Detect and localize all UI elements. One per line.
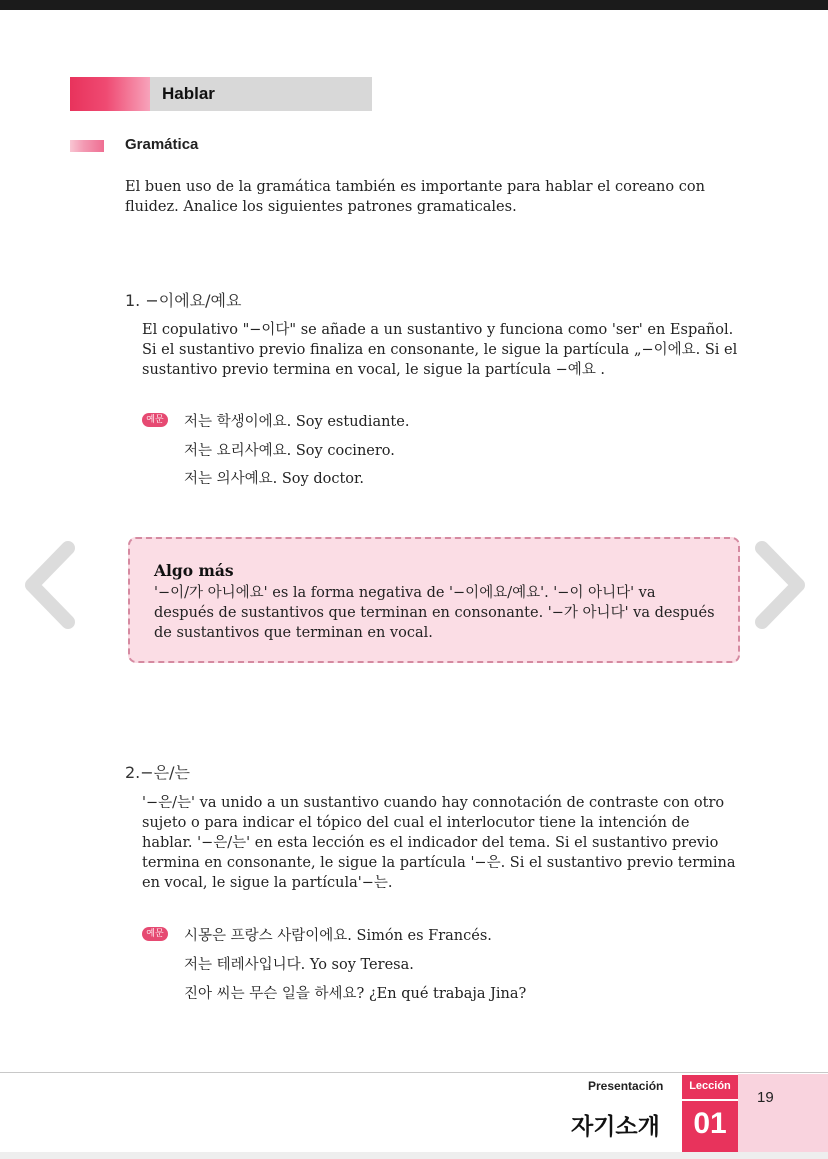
bottom-strip xyxy=(0,1152,828,1159)
chevron-right-icon[interactable] xyxy=(752,540,812,630)
grammar-2-title: 2.−은/는 xyxy=(125,763,190,782)
footer-divider xyxy=(0,1072,828,1073)
example-line: 저는 학생이에요. Soy estudiante. xyxy=(184,414,410,430)
algo-mas-title: Algo más xyxy=(154,561,234,580)
example-line: 진아 씨는 무슨 일을 하세요? ¿En qué trabaja Jina? xyxy=(184,986,527,1002)
section-header-accent xyxy=(70,77,150,111)
chevron-left-icon[interactable] xyxy=(18,540,78,630)
page-tab xyxy=(738,1074,828,1154)
subsection-title: Gramática xyxy=(125,136,199,153)
grammar-2-body: '−은/는' va unido a un sustantivo cuando hay connotación de contraste con otro sujeto o para indicar el tópico del cual el interlocutor tiene la intención de hablar. '−은/는' en esta lección es el indicador del tema. Si el sustantivo previo termina en consonante, le sigue la partícula '−은. Si el sustantivo previo termina en vocal, le sigue la partícula'−는. xyxy=(142,795,736,891)
top-bar xyxy=(0,0,828,10)
example-line: 저는 요리사예요. Soy cocinero. xyxy=(184,443,395,459)
algo-mas-body: '−이/가 아니에요' es la forma negativa de '−이에요/예요'. '−이 아니다' va después de sustantivos que terminan en consonante. '−가 아니다' va después de sustantivos que terminan en vocal. xyxy=(154,585,715,641)
example-badge: 예문 xyxy=(142,927,168,941)
algo-mas-box xyxy=(128,537,740,663)
page-number: 19 xyxy=(757,1089,774,1106)
subsection-marker xyxy=(70,140,104,152)
lesson-divider xyxy=(682,1099,738,1101)
lesson-number: 01 xyxy=(693,1107,727,1140)
example-line: 저는 테레사입니다. Yo soy Teresa. xyxy=(184,957,414,973)
example-line: 시몽은 프랑스 사람이에요. Simón es Francés. xyxy=(184,928,492,944)
lesson-label: Lección xyxy=(689,1080,731,1092)
footer-korean-title: 자기소개 xyxy=(571,1114,660,1140)
section-header-bar xyxy=(70,77,372,111)
grammar-1-title: 1. −이에요/예요 xyxy=(125,291,242,310)
example-line: 저는 의사예요. Soy doctor. xyxy=(184,471,364,487)
grammar-1-body: El copulativo "−이다" se añade a un sustantivo y funciona como 'ser' en Español. Si el sustantivo previo finaliza en consonante, le sigue la partícula „−이에요. Si el sustantivo previo termina en vocal, le sigue la partícula −예요 . xyxy=(142,322,738,378)
section-title: Hablar xyxy=(162,84,215,103)
footer-presentation: Presentación xyxy=(588,1079,664,1093)
example-badge: 예문 xyxy=(142,413,168,427)
intro-paragraph: El buen uso de la gramática también es importante para hablar el coreano con fluidez. Analice los siguientes patrones gramaticales. xyxy=(125,179,705,215)
lesson-badge xyxy=(682,1074,738,1155)
